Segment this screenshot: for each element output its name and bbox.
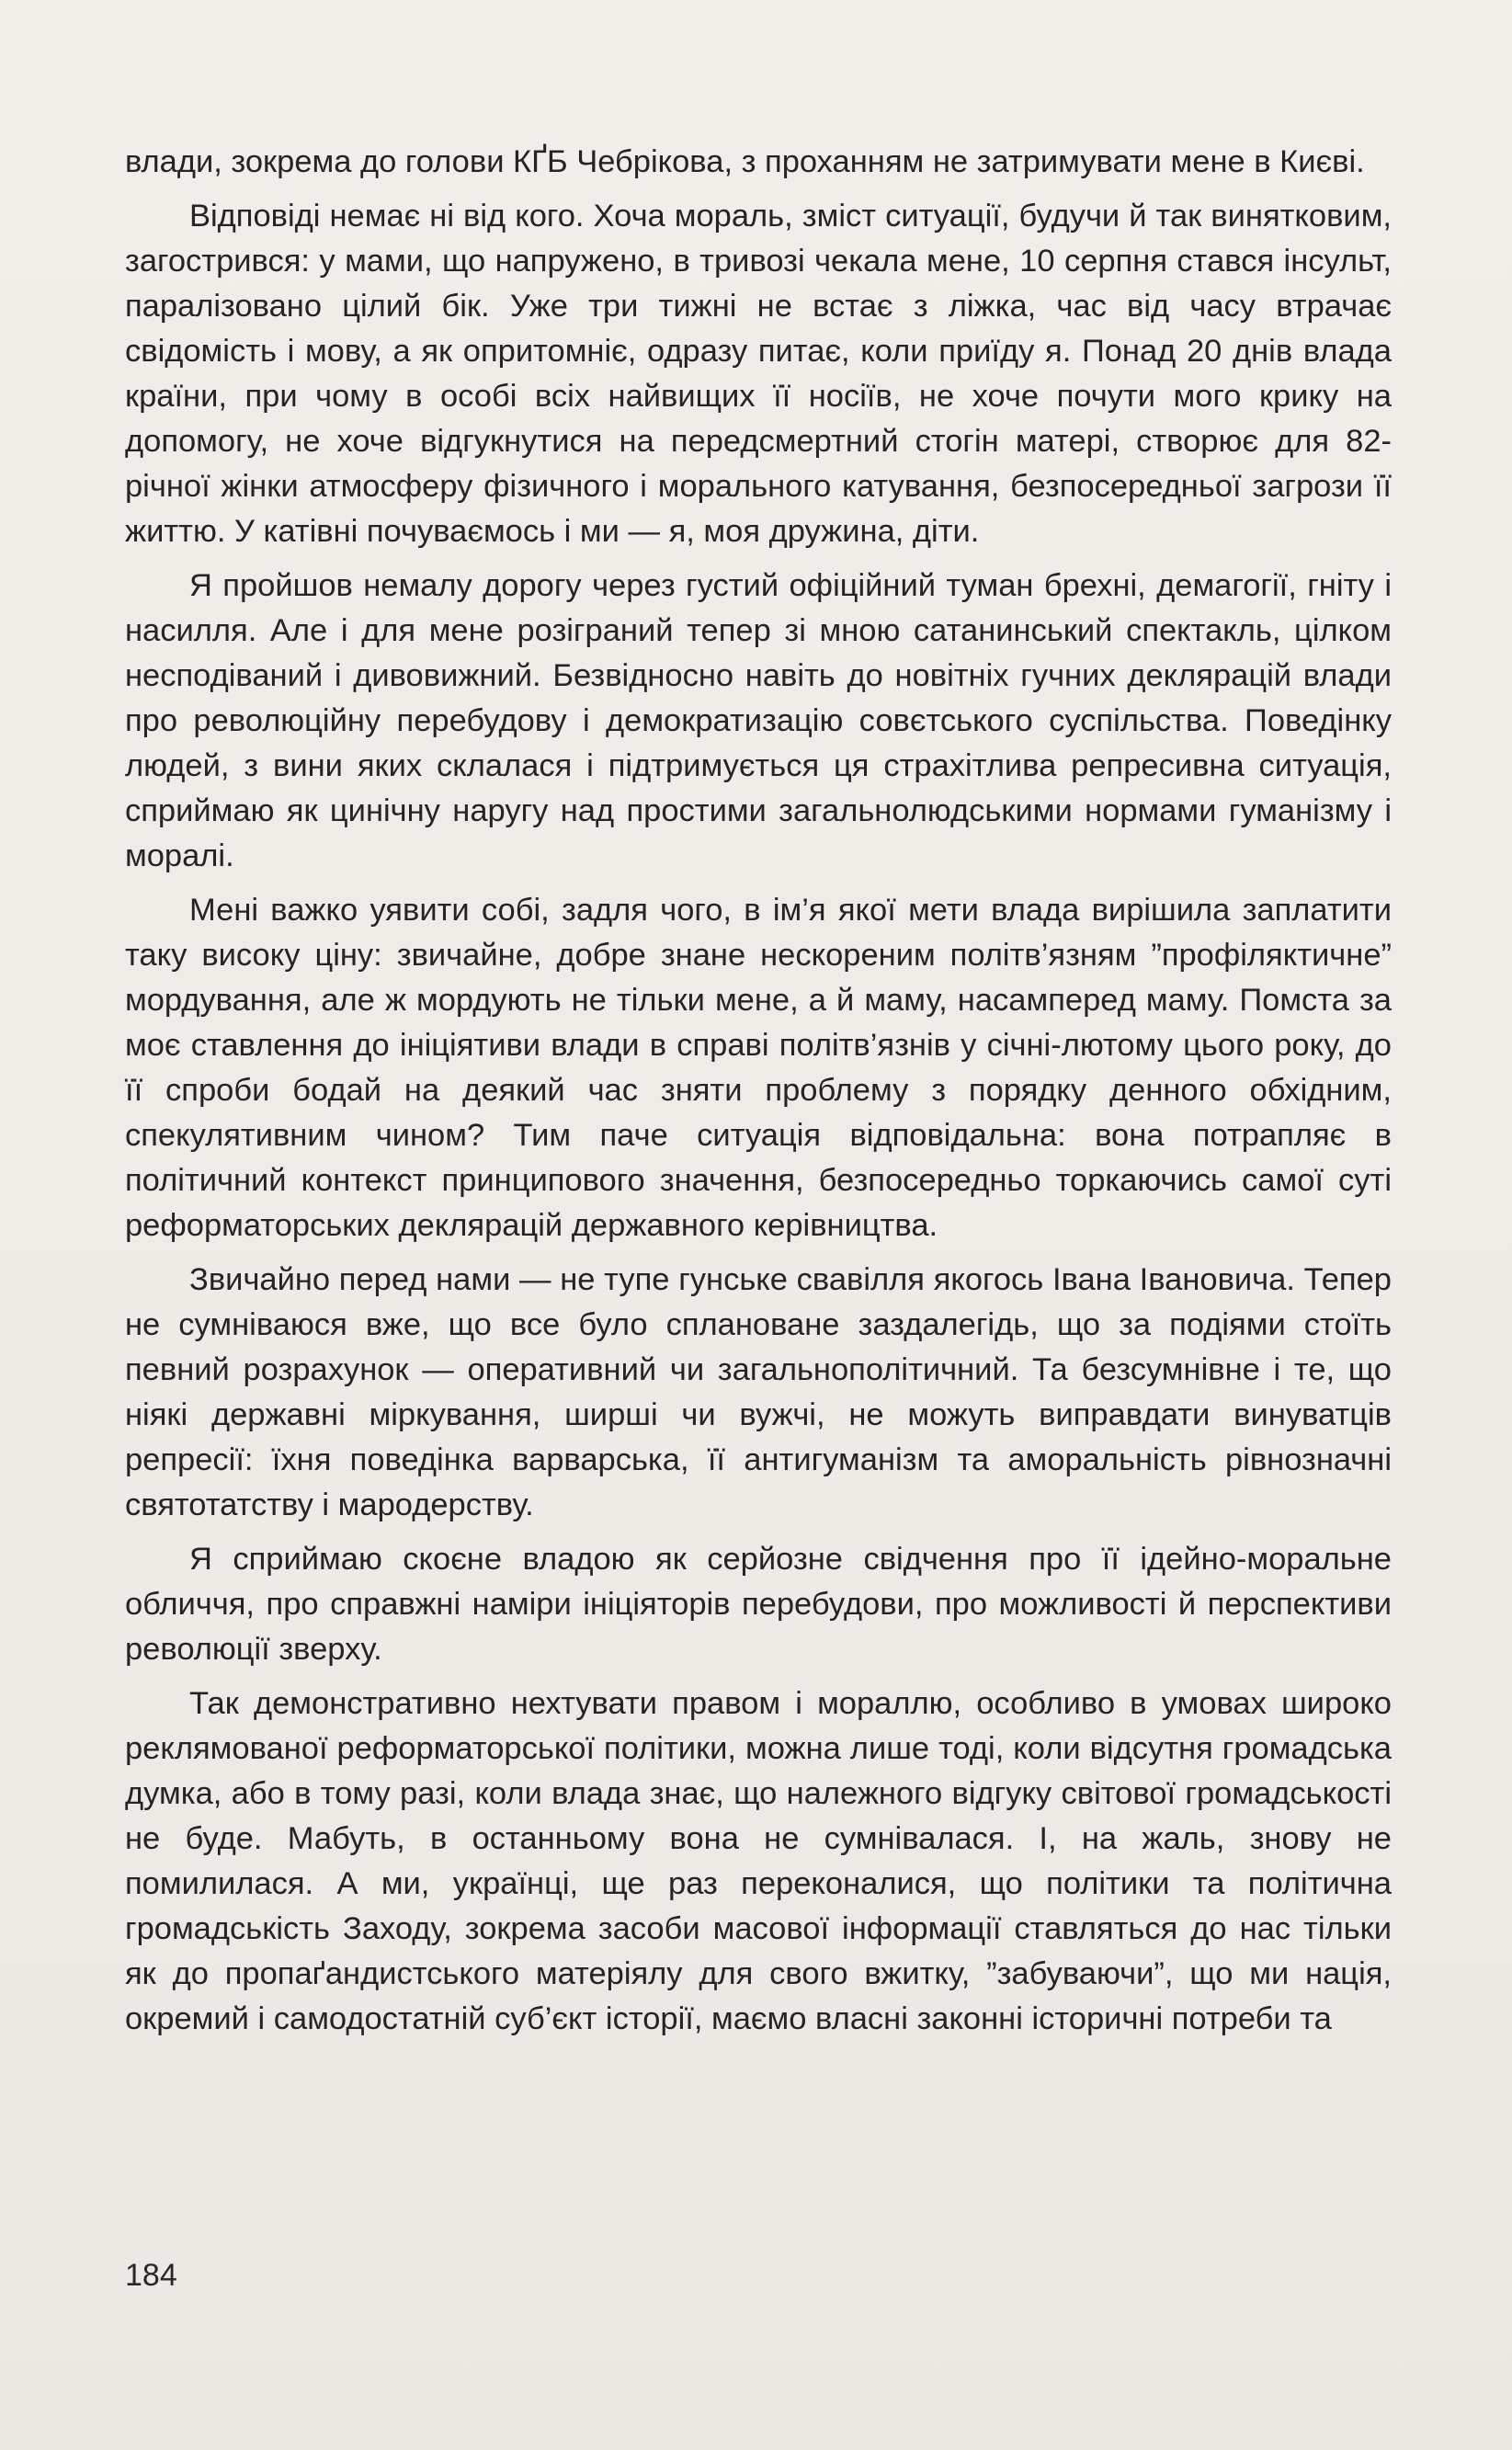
paragraph: Мені важко уявити собі, задля чого, в ім’я якої мети влада вирішила заплатити таку високу ціну: звичайне, добре знане нескореним політв’язням ”профіляктичне” мордування, але ж мордують не тільки мене, а й маму, насамперед маму. Помста за моє ставлення до ініціятиви влади в справі політв’язнів у січні-лютому цього року, до її спроби бодай на деякий час зняти проблему з порядку денного обхідним, спекулятивним чином? Тим паче ситуація відповідальна: вона потрапляє в політичний контекст принципового значення, безпосередньо торкаючись самої суті реформаторських деклярацій державного керівництва.: [125, 893, 1392, 1243]
paragraph: Так демонстративно нехтувати правом і мораллю, особливо в умовах широко реклямованої реформаторської політики, можна лише тоді, коли відсутня громадська думка, або в тому разі, коли влада знає, що належного відгуку світової громадськості не буде. Мабуть, в останньому вона не сумнівалася. І, на жаль, знову не помилилася. А ми, українці, ще раз переконалися, що політики та політична громадськість Заходу, зокрема засоби масової інформації ставляться до нас тільки як до пропаґандистського матеріялу для свого вжитку, ”забуваючи”, що ми нація, окремий і самодостатній суб’єкт історії, маємо власні законні історичні потреби та: [125, 1686, 1392, 2036]
paragraph: Звичайно перед нами — не тупе гунське свавілля якогось Івана Івановича. Тепер не сумніваюся вже, що все було сплановане заздалегідь, що за подіями стоїть певний розрахунок — оперативний чи загальнополітичний. Та безсумнівне і те, що ніякі державні міркування, ширші чи вужчі, не можуть виправдати винуватців репресії: їхня поведінка варварська, її антигуманізм та аморальність рівнозначні святотатству і мародерству.: [125, 1262, 1392, 1522]
paragraph: Я пройшов немалу дорогу через густий офіційний туман брехні, демагогії, гніту і насилля. Але і для мене розіграний тепер зі мною сатанинський спектакль, цілком несподіваний і дивовижний. Безвідносно навіть до новітніх гучних деклярацій влади про революційну перебудову і демократизацію совєтського суспільства. Поведінку людей, з вини яких склалася і підтримується ця страхітлива репресивна ситуація, сприймаю як цинічну наругу над простими загальнолюдськими нормами гуманізму і моралі.: [125, 568, 1392, 873]
paragraph: Відповіді немає ні від кого. Хоча мораль, зміст ситуації, будучи й так винятковим, загострився: у мами, що напружено, в тривозі чекала мене, 10 серпня стався інсульт, паралізовано цілий бік. Уже три тижні не встає з ліжка, час від часу втрачає свідомість і мову, а як опритомніє, одразу питає, коли приїду я. Понад 20 днів влада країни, при чому в особі всіх найвищих її носіїв, не хоче почути мого крику на допомогу, не хоче відгукнутися на передсмертний стогін матері, створює для 82-річної жінки атмосферу фізичного і морального катування, безпосередньої загрози її життю. У катівні почуваємось і ми — я, моя дружина, діти.: [125, 199, 1392, 549]
paragraph: влади, зокрема до голови КҐБ Чебрікова, з проханням не затримувати мене в Києві.: [125, 144, 1365, 179]
page-number: 184: [125, 2258, 177, 2293]
paragraph: Я сприймаю скоєне владою як серйозне свідчення про її ідейно-моральне обличчя, про справжні наміри ініціяторів перебудови, про можливості й перспективи революції зверху.: [125, 1542, 1392, 1667]
body-text: [125, 140, 1392, 2042]
